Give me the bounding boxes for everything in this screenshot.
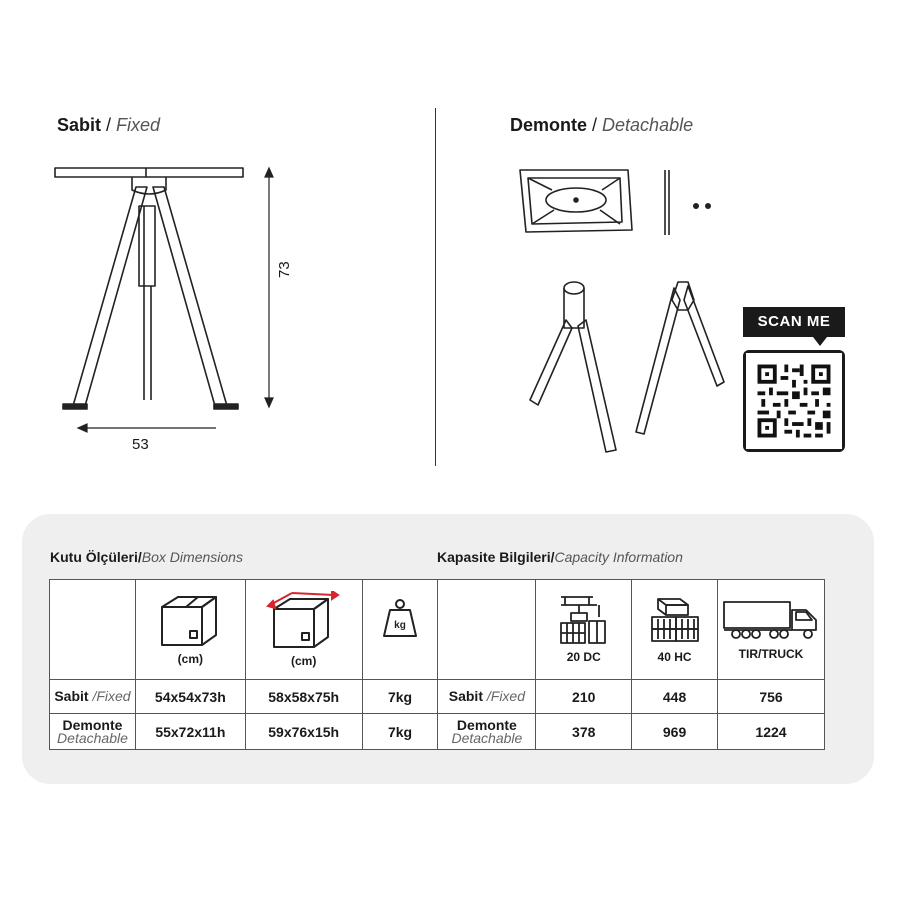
truck-icon xyxy=(722,598,820,642)
right-leg xyxy=(153,187,227,406)
capacity-row-label-fixed: Sabit /Fixed xyxy=(438,680,536,714)
detachable-20dc: 378 xyxy=(536,714,632,750)
qr-code[interactable] xyxy=(743,350,845,452)
leg-assembly-front xyxy=(530,282,616,452)
weight-icon xyxy=(380,598,420,638)
detachable-truck: 1224 xyxy=(717,714,824,750)
height-label: 73 xyxy=(276,261,293,278)
fixed-box-dim: 54x54x73h xyxy=(135,680,245,714)
left-leg xyxy=(73,187,147,406)
row-label-detachable: Demonte Detachable xyxy=(50,714,136,750)
detachable-40hc: 969 xyxy=(632,714,718,750)
container-crane-icon xyxy=(559,595,609,645)
fixed-title-en: Fixed xyxy=(116,115,161,135)
scan-me-pointer xyxy=(813,337,827,346)
row-label-fixed: Sabit /Fixed xyxy=(50,680,136,714)
hub xyxy=(132,177,166,194)
fixed-shipping-dim: 58x58x75h xyxy=(245,680,362,714)
capacity-title: Kapasite Bilgileri/Capacity Information xyxy=(437,549,683,565)
fixed-title: Sabit / Fixed xyxy=(57,115,161,135)
detachable-box-dim: 55x72x11h xyxy=(135,714,245,750)
table-top xyxy=(55,168,243,177)
capacity-row-label-detachable: Demonte Detachable xyxy=(438,714,536,750)
container-stack-icon xyxy=(650,595,700,645)
capacity-col-truck: TIR/TRUCK xyxy=(717,580,824,680)
specification-table xyxy=(49,579,825,750)
detachable-weight: 7kg xyxy=(362,714,438,750)
width-label: 53 xyxy=(132,436,149,453)
capacity-col-40hc: 40 HC xyxy=(632,580,718,680)
table-row xyxy=(50,714,825,750)
shipping-dimensions-header: (cm) xyxy=(245,580,362,680)
fixed-20dc: 210 xyxy=(536,680,632,714)
box-icon xyxy=(158,593,222,647)
detachable-parts-drawing xyxy=(510,160,730,460)
screw-icon xyxy=(693,203,699,209)
leg-assembly-side xyxy=(636,282,724,434)
qr-code-icon xyxy=(746,353,842,449)
capacity-empty-header-cell xyxy=(438,580,536,680)
fixed-title-tr: Sabit xyxy=(57,115,102,135)
fixed-weight: 7kg xyxy=(362,680,438,714)
fixed-truck: 756 xyxy=(717,680,824,714)
capacity-col-20dc: 20 DC xyxy=(536,580,632,680)
detachable-shipping-dim: 59x76x15h xyxy=(245,714,362,750)
detachable-title: Demonte / Detachable xyxy=(510,115,694,135)
scan-me-label: SCAN ME xyxy=(743,307,845,337)
box-dimensions-title: Kutu Ölçüleri/Box Dimensions xyxy=(50,549,243,565)
svg-text:kg: kg xyxy=(394,620,406,631)
detachable-title-tr: Demonte xyxy=(510,115,588,135)
screw-icon xyxy=(705,203,711,209)
weight-header xyxy=(362,580,438,680)
table-row xyxy=(50,680,825,714)
view-divider xyxy=(435,108,436,466)
header-row xyxy=(50,580,825,680)
fixed-base-drawing xyxy=(40,150,300,450)
box-dimensions-header: (cm) xyxy=(135,580,245,680)
empty-header-cell xyxy=(50,580,136,680)
box-measure-icon xyxy=(266,591,342,649)
fixed-40hc: 448 xyxy=(632,680,718,714)
centre-socket xyxy=(139,206,155,286)
detachable-title-en: Detachable xyxy=(602,115,694,135)
